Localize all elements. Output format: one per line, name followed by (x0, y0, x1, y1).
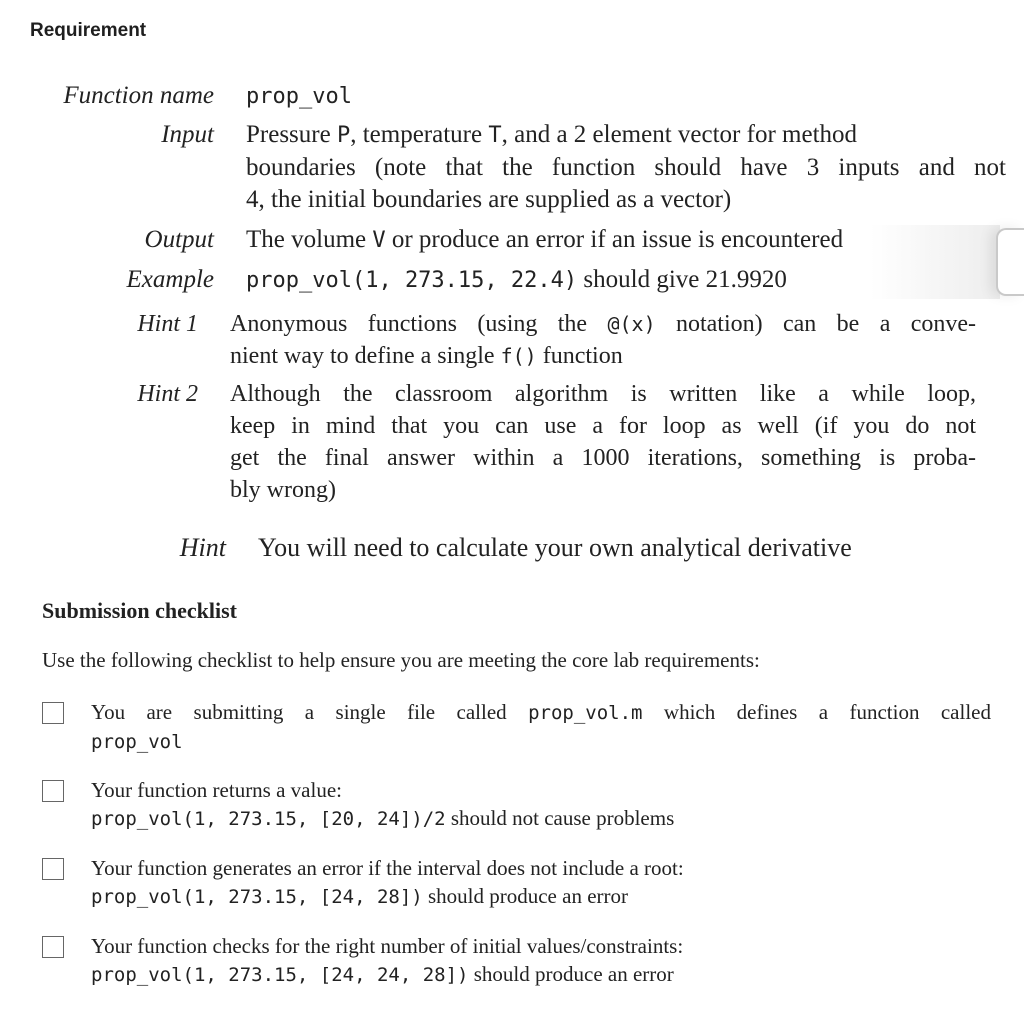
output-description: The volume V or produce an error if an issue is encountered (246, 226, 844, 253)
checklist-item: Your function checks for the right number of initial values/constraints: prop_vol(1, 273.15, [24, 24, 28]) should produce an error (42, 932, 991, 989)
label-input: Input (161, 121, 214, 148)
side-panel-tab[interactable] (996, 228, 1024, 296)
req-input (30, 119, 1006, 216)
checklist-title: Submission checklist (42, 598, 237, 623)
label-example: Example (126, 266, 214, 293)
hint-description: You will need to calculate your own analytical derivative (258, 533, 852, 562)
input-description: Pressure P, temperature T, and a 2 element vector for method boundaries (note that the function should have 3 inputs and not 4, the initial boundaries are supplied as a vector) (246, 121, 1006, 213)
req-hint (30, 532, 852, 564)
label-output: Output (144, 226, 214, 253)
checklist-intro: Use the following checklist to help ensure you are meeting the core lab requirements: (42, 648, 760, 672)
req-hint-1 (30, 308, 976, 372)
function-name-value: prop_vol (246, 84, 352, 109)
label-hint-2: Hint 2 (137, 381, 198, 407)
checkbox[interactable] (42, 780, 64, 802)
req-hint-2 (30, 378, 976, 506)
page-heading: Requirement (30, 20, 147, 41)
scroll-shadow (870, 225, 1000, 299)
checkbox[interactable] (42, 858, 64, 880)
checklist-item: You are submitting a single file called prop_vol.m which defines a function called prop_vol (42, 698, 991, 756)
label-hint-1: Hint 1 (137, 311, 198, 337)
req-function-name (30, 80, 352, 113)
checkbox[interactable] (42, 702, 64, 724)
checklist-item: Your function returns a value: prop_vol(1, 273.15, [20, 24])/2 should not cause problems (42, 776, 991, 833)
label-hint: Hint (179, 533, 226, 562)
hint-2-description: Although the classroom algorithm is written like a while loop, keep in mind that you can use a for loop as well (if you do not get the final answer within a 1000 iterations, something is proba- bly wrong) (230, 381, 976, 503)
req-output (30, 224, 843, 257)
checklist-item: Your function generates an error if the interval does not include a root: prop_vol(1, 273.15, [24, 28]) should produce an error (42, 854, 991, 911)
example-description: prop_vol(1, 273.15, 22.4) should give 21.9920 (246, 266, 787, 293)
hint-1-description: Anonymous functions (using the @(x) notation) can be a conve- nient way to define a single f() function (230, 311, 977, 369)
req-example (30, 264, 787, 297)
checkbox[interactable] (42, 936, 64, 958)
label-function-name: Function name (63, 82, 214, 109)
